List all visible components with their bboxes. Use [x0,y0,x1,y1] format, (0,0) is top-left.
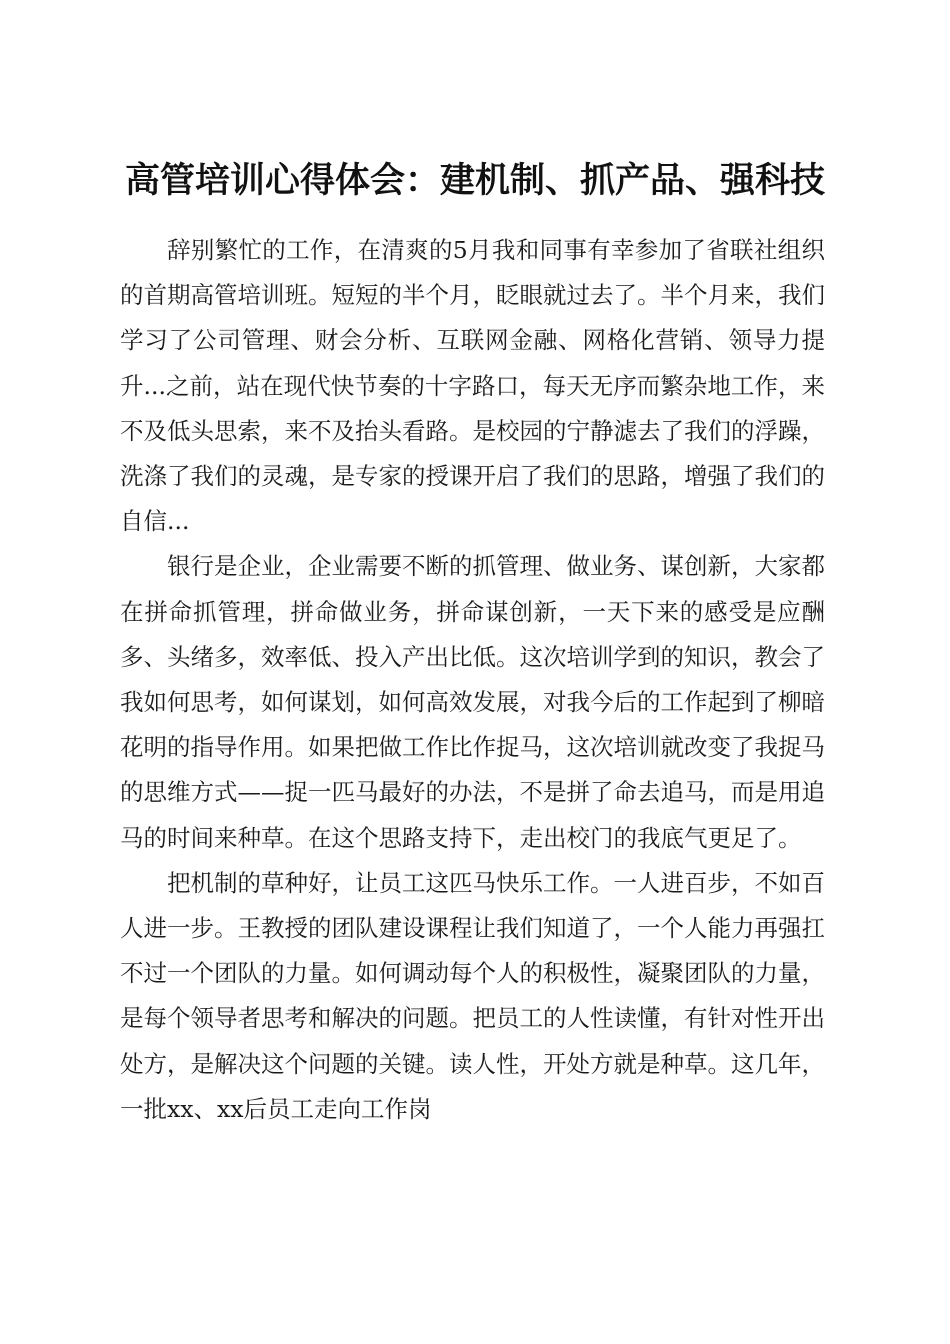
document-title: 高管培训心得体会：建机制、抓产品、强科技 [124,160,825,202]
paragraph-3: 把机制的草种好，让员工这匹马快乐工作。一人进百步，不如百人进一步。王教授的团队建设课程让我们知道了，一个人能力再强扛不过一个团队的力量。如何调动每个人的积极性，凝聚团队的力量，是每个领导者思考和解决的问题。把员工的人性读懂，有针对性开出处方，是解决这个问题的关键。读人性，开处方就是种草。这几年，一批xx、xx后员工走向工作岗 [120,868,825,1123]
paragraph-1: 辞别繁忙的工作，在清爽的5月我和同事有幸参加了省联社组织的首期高管培训班。短短的半个月，眨眼就过去了。半个月来，我们学习了公司管理、财会分析、互联网金融、网格化营销、领导力提升...之前，站在现代快节奏的十字路口，每天无序而繁杂地工作，来不及低头思索，来不及抬头看路。是校园的宁静滤去了我们的浮躁，洗涤了我们的灵魂，是专家的授课开启了我们的思路，增强了我们的自信... [120,236,825,536]
document-body [120,228,825,1132]
paragraph-2: 银行是企业，企业需要不断的抓管理、做业务、谋创新，大家都在拼命抓管理，拼命做业务，拼命谋创新，一天下来的感受是应酬多、头绪多，效率低、投入产出比低。这次培训学到的知识，教会了我如何思考，如何谋划，如何高效发展，对我今后的工作起到了柳暗花明的指导作用。如果把做工作比作捉马，这次培训就改变了我捉马的思维方式——捉一匹马最好的办法，不是拼了命去追马，而是用追马的时间来种草。在这个思路支持下，走出校门的我底气更足了。 [120,552,825,852]
